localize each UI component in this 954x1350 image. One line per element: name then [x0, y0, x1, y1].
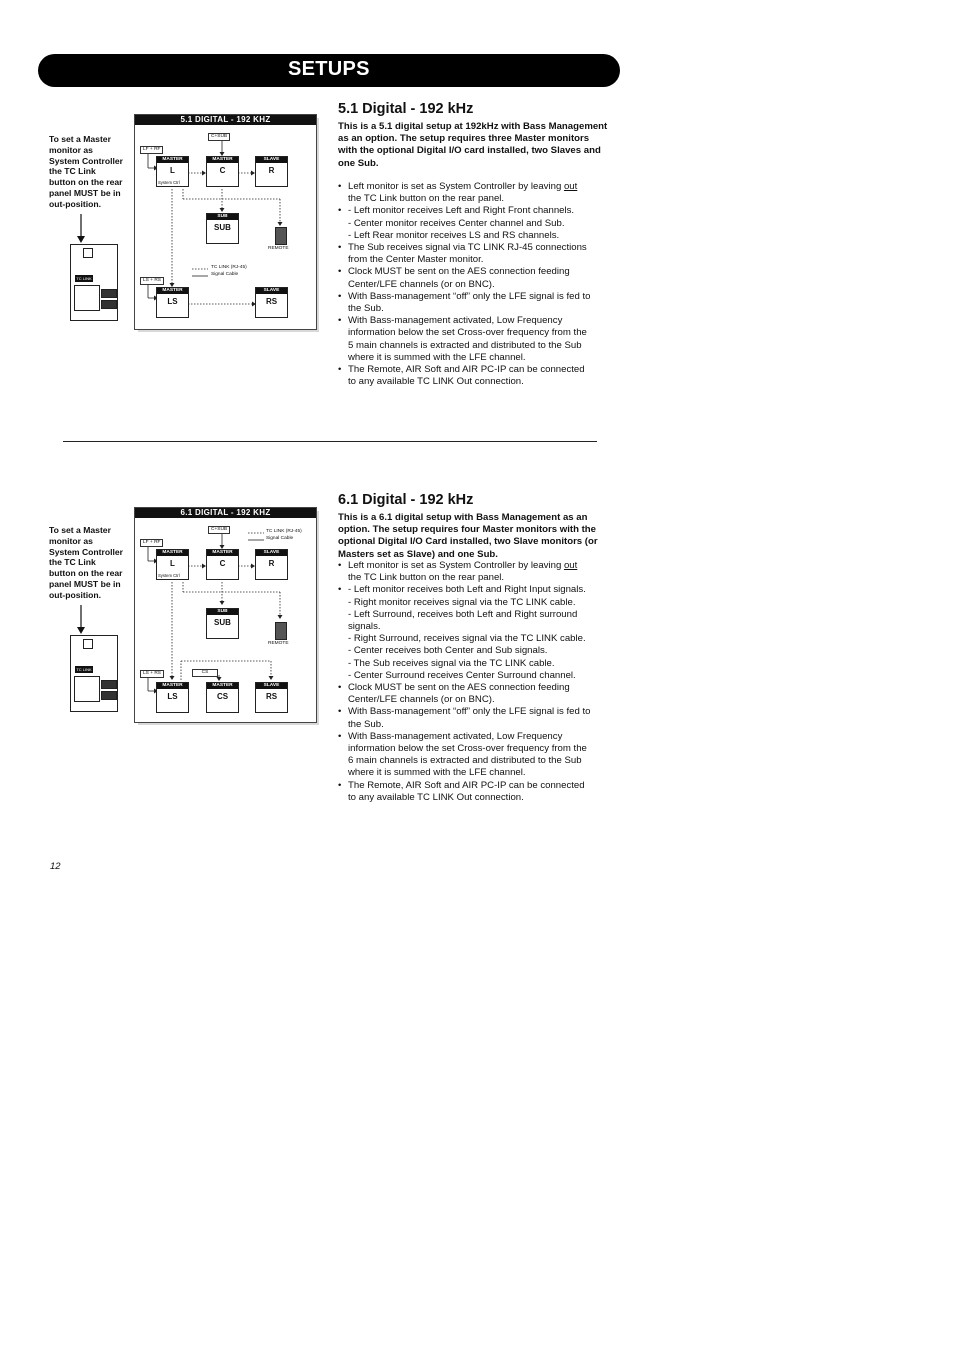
unit-channel: C — [219, 559, 226, 568]
list-item — [338, 706, 616, 730]
list-item — [338, 682, 616, 706]
section-divider — [63, 441, 597, 442]
connector-icon — [101, 289, 117, 298]
bullet-text: information below the set Cross-over frequency from the — [348, 743, 587, 755]
unit-sub — [206, 608, 239, 639]
unit-channel: LS — [167, 297, 178, 306]
bullet-text: the Sub. — [348, 718, 384, 730]
remote-icon — [275, 622, 287, 640]
unit-channel: L — [170, 559, 175, 568]
bullet-text: - Center monitor receives Center channel and Sub. — [348, 217, 565, 229]
bullet-text: signals. — [348, 621, 381, 633]
bullet-text: • Clock MUST be sent on the AES connection feeding — [348, 266, 570, 278]
bullet-text: • - Left monitor receives both Left and Right Input signals. — [348, 584, 586, 596]
list-item — [338, 560, 616, 584]
tag-c-sub: C+SUB — [208, 526, 230, 534]
legend-lines — [191, 266, 209, 280]
bullet-text: • The Remote, AIR Soft and AIR PC-IP can be connected — [348, 779, 585, 791]
section-intro: This is a 5.1 digital setup at 192kHz with Bass Management as an option. The setup requires three Master monitors with the optional Digital I/O card installed, two Slaves and one Sub. — [338, 121, 608, 169]
side-note-line: System Controller — [49, 155, 124, 166]
bullet-text: to any available TC LINK Out connection. — [348, 791, 524, 803]
side-note-line: button on the rear — [49, 177, 123, 188]
side-note-line: button on the rear — [49, 568, 123, 579]
unit-c-master — [206, 549, 239, 580]
unit-channel: LS — [167, 692, 178, 701]
unit-l-master — [156, 156, 189, 187]
list-item — [338, 780, 616, 804]
rear-panel-illustration — [70, 244, 118, 321]
unit-role: MASTER — [207, 550, 238, 556]
unit-role: SLAVE — [256, 157, 287, 163]
page-number: 12 — [50, 861, 61, 872]
tc-link-button — [83, 248, 93, 258]
bullet-text: where it is summed with the LFE channel. — [348, 767, 526, 779]
bullet-text: the Sub. — [348, 303, 384, 315]
diagram-title: 5.1 DIGITAL - 192 KHZ — [135, 115, 316, 125]
rj45-port-icon — [74, 285, 100, 311]
side-note-line: To set a Master — [49, 525, 111, 535]
connector-icon — [101, 680, 117, 689]
unit-cs-master — [206, 682, 239, 713]
unit-channel: RS — [265, 297, 278, 306]
unit-role: SUB — [207, 214, 238, 220]
unit-role: SLAVE — [256, 288, 287, 294]
list-item — [338, 266, 616, 290]
tc-link-button — [83, 639, 93, 649]
bullet-text: - Center Surround receives Center Surround channel. — [348, 669, 576, 681]
unit-channel: R — [268, 166, 275, 175]
section-heading: 5.1 Digital - 192 kHz — [338, 101, 474, 117]
unit-role: MASTER — [157, 550, 188, 556]
side-note-line: System Controller — [49, 546, 124, 557]
connector-icon — [101, 691, 117, 700]
bullet-underlined: out — [563, 560, 578, 571]
legend-tc-link: TC LINK (RJ-45) — [211, 265, 247, 270]
bullet-text: - Left Surround, receives both Left and Right surround — [348, 608, 578, 620]
bullet-text: information below the set Cross-over frequency from the — [348, 327, 587, 339]
legend-signal: Signal Cable — [211, 272, 239, 277]
bullet-underlined: out — [563, 181, 578, 192]
unit-role: SUB — [207, 609, 238, 615]
unit-role: MASTER — [207, 683, 238, 689]
unit-role: MASTER — [157, 288, 188, 294]
unit-channel: CS — [216, 692, 229, 701]
list-item — [338, 242, 616, 266]
bullet-text: • The Remote, AIR Soft and AIR PC-IP can be connected — [348, 364, 585, 376]
bullet-text: 5 main channels is extracted and distributed to the Sub — [348, 339, 582, 351]
unit-c-master — [206, 156, 239, 187]
side-note-line: panel MUST be in — [49, 187, 121, 198]
tag-ls-rs: LS + RS — [140, 670, 164, 678]
section-heading: 6.1 Digital - 192 kHz — [338, 492, 474, 508]
side-note-line: the TC Link — [49, 557, 96, 568]
side-note-line: the TC Link — [49, 166, 96, 177]
unit-rs-slave — [255, 682, 288, 713]
section-intro: This is a 6.1 digital setup with Bass Management as an option. The setup requires four Master monitors with the optional Digital I/O Card installed, two Slave monitors (or Masters set as Slave) and one Sub. — [338, 512, 598, 560]
bullet-list — [338, 560, 616, 804]
bullet-text: • - Left monitor receives Left and Right Front channels. — [348, 205, 575, 217]
bullet-text: the TC Link button on the rear panel. — [348, 193, 505, 205]
bullet-text: • With Bass-management “off” only the LFE signal is fed to — [348, 706, 591, 718]
list-item — [338, 315, 616, 364]
list-item — [338, 731, 616, 780]
tag-lf-rf: LF + RF — [140, 146, 163, 154]
unit-l-master — [156, 549, 189, 580]
tag-cs: CS — [192, 669, 218, 677]
arrow-down-icon — [74, 214, 88, 244]
side-note-line: out-position. — [49, 198, 102, 209]
legend-tc-link: TC LINK (RJ-45) — [266, 529, 302, 534]
bullet-text: from the Center Master monitor. — [348, 254, 484, 266]
bullet-text: where it is summed with the LFE channel. — [348, 351, 526, 363]
setup-diagram-61 — [134, 507, 317, 723]
tag-ls-rs: LS + RS — [140, 277, 164, 285]
unit-note: System Ctrl — [158, 180, 180, 185]
side-note-line: out-position. — [49, 589, 102, 600]
side-note — [49, 525, 133, 601]
bullet-text: Center/LFE channels (or on BNC). — [348, 278, 495, 290]
bullet-text: Center/LFE channels (or on BNC). — [348, 694, 495, 706]
bullet-text: - Right Surround, receives signal via the TC LINK cable. — [348, 633, 586, 645]
unit-role: MASTER — [207, 157, 238, 163]
legend-lines — [247, 530, 265, 544]
unit-role: SLAVE — [256, 550, 287, 556]
side-note-line: To set a Master — [49, 134, 111, 144]
remote-icon — [275, 227, 287, 245]
unit-ls-master — [156, 682, 189, 713]
unit-channel: R — [268, 559, 275, 568]
remote-label: REMOTE — [268, 246, 289, 251]
rear-panel-illustration — [70, 635, 118, 712]
bullet-text: 6 main channels is extracted and distributed to the Sub — [348, 755, 582, 767]
bullet-text: • With Bass-management “off” only the LFE signal is fed to — [348, 290, 591, 302]
remote-label: REMOTE — [268, 641, 289, 646]
section-banner — [38, 54, 620, 87]
list-item — [338, 584, 616, 682]
bullet-text: Left monitor is set as System Controller by leaving — [348, 560, 564, 571]
unit-sub — [206, 213, 239, 244]
legend-signal: Signal Cable — [266, 536, 294, 541]
tc-link-label: TC LINK — [76, 667, 92, 672]
side-note — [49, 134, 133, 210]
unit-role: MASTER — [157, 683, 188, 689]
bullet-text: - Left Rear monitor receives LS and RS channels. — [348, 229, 560, 241]
unit-channel: RS — [265, 692, 278, 701]
connector-icon — [101, 300, 117, 309]
unit-channel: L — [170, 166, 175, 175]
bullet-text: • With Bass-management activated, Low Frequency — [348, 315, 563, 327]
unit-channel: SUB — [214, 223, 231, 232]
unit-ls-master — [156, 287, 189, 318]
tag-lf-rf: LF + RF — [140, 539, 163, 547]
side-note-line: monitor as — [49, 535, 93, 546]
side-note-line: panel MUST be in — [49, 578, 121, 589]
unit-note: System Ctrl — [158, 573, 180, 578]
unit-r-slave — [255, 156, 288, 187]
unit-role: MASTER — [157, 157, 188, 163]
bullet-text: - Center receives both Center and Sub signals. — [348, 645, 548, 657]
list-item — [338, 181, 616, 205]
arrow-down-icon — [74, 605, 88, 635]
bullet-list — [338, 181, 616, 388]
unit-channel: C — [219, 166, 226, 175]
unit-rs-slave — [255, 287, 288, 318]
bullet-text: • The Sub receives signal via TC LINK RJ-45 connections — [348, 242, 587, 254]
setup-diagram-51 — [134, 114, 317, 330]
unit-role: SLAVE — [256, 683, 287, 689]
list-item — [338, 291, 616, 315]
diagram-title: 6.1 DIGITAL - 192 KHZ — [135, 508, 316, 518]
page-title: SETUPS — [288, 58, 370, 80]
bullet-text: - Right monitor receives signal via the TC LINK cable. — [348, 596, 576, 608]
unit-channel: SUB — [214, 618, 231, 627]
bullet-text: • With Bass-management activated, Low Frequency — [348, 730, 563, 742]
unit-r-slave — [255, 549, 288, 580]
bullet-text: to any available TC LINK Out connection. — [348, 376, 524, 388]
bullet-text: Left monitor is set as System Controller by leaving — [348, 181, 564, 192]
bullet-text: the TC Link button on the rear panel. — [348, 572, 505, 584]
list-item — [338, 205, 616, 242]
rj45-port-icon — [74, 676, 100, 702]
bullet-text: • Clock MUST be sent on the AES connection feeding — [348, 682, 570, 694]
side-note-line: monitor as — [49, 144, 93, 155]
bullet-text: - The Sub receives signal via the TC LINK cable. — [348, 657, 555, 669]
tag-c-sub: C+SUB — [208, 133, 230, 141]
list-item — [338, 364, 616, 388]
tc-link-label: TC LINK — [76, 276, 92, 281]
